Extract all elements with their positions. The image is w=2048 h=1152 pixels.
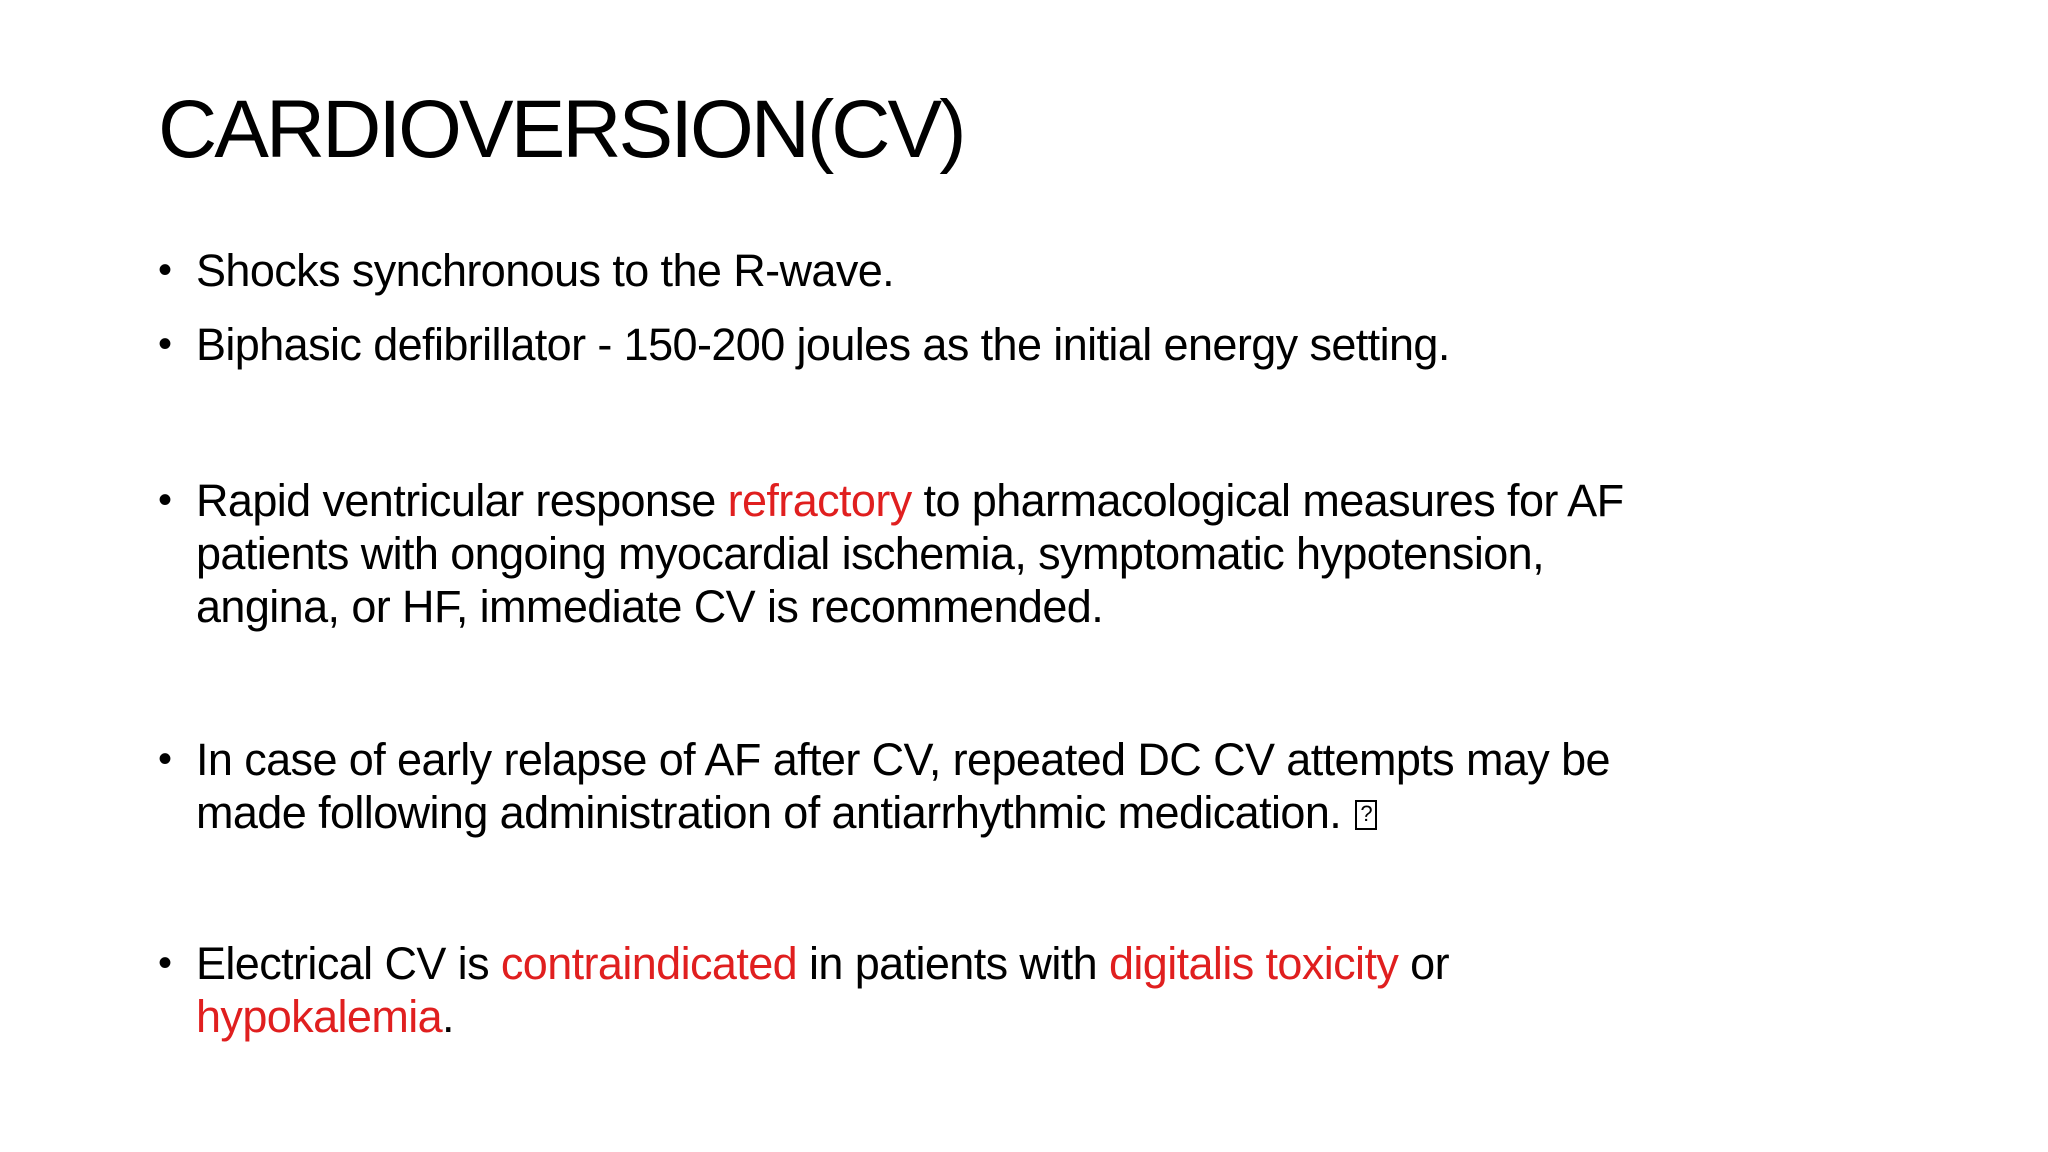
text-run: made following administration of antiarrhythmic medication.	[196, 787, 1342, 838]
slide-title: CARDIOVERSION(CV)	[158, 84, 964, 175]
bullet-text	[196, 318, 1450, 371]
text-run: angina, or HF, immediate CV is recommended.	[196, 581, 1104, 632]
bullet-text	[196, 733, 1610, 839]
missing-glyph-icon	[1355, 800, 1377, 830]
bullet-dot-icon: •	[158, 941, 173, 985]
bullet-line	[196, 733, 1610, 786]
bullet-line	[196, 990, 1449, 1043]
bullet-text	[196, 244, 894, 297]
text-run: patients with ongoing myocardial ischemia, symptomatic hypotension,	[196, 528, 1544, 579]
text-run: Shocks synchronous to the R-wave.	[196, 245, 895, 296]
bullet-line	[196, 580, 1623, 633]
text-run: Electrical CV is	[196, 938, 501, 989]
bullet-dot-icon: •	[158, 478, 173, 522]
text-run: to pharmacological measures for AF	[911, 475, 1624, 526]
bullet-text	[196, 474, 1623, 633]
bullet-line	[196, 527, 1623, 580]
text-run: In case of early relapse of AF after CV, repeated DC CV attempts may be	[196, 734, 1610, 785]
bullet-line	[196, 937, 1449, 990]
highlight-hypokalemia: hypokalemia	[196, 991, 443, 1042]
text-run: .	[442, 991, 454, 1042]
bullet-dot-icon: •	[158, 737, 173, 781]
text-run: or	[1398, 938, 1449, 989]
text-run: Rapid ventricular response	[196, 475, 728, 526]
highlight-contraindicated: contraindicated	[500, 938, 798, 989]
highlight-refractory: refractory	[727, 475, 912, 526]
bullet-dot-icon: •	[158, 248, 173, 292]
bullet-line	[196, 318, 1450, 371]
bullet-dot-icon: •	[158, 322, 173, 366]
text-run: in patients with	[797, 938, 1109, 989]
bullet-text	[196, 937, 1449, 1043]
text-run: Biphasic defibrillator - 150-200 joules as the initial energy setting.	[196, 319, 1450, 370]
bullet-line	[196, 244, 894, 297]
bullet-line	[196, 474, 1623, 527]
bullet-line	[196, 786, 1610, 839]
highlight-digitalis-toxicity: digitalis toxicity	[1108, 938, 1399, 989]
